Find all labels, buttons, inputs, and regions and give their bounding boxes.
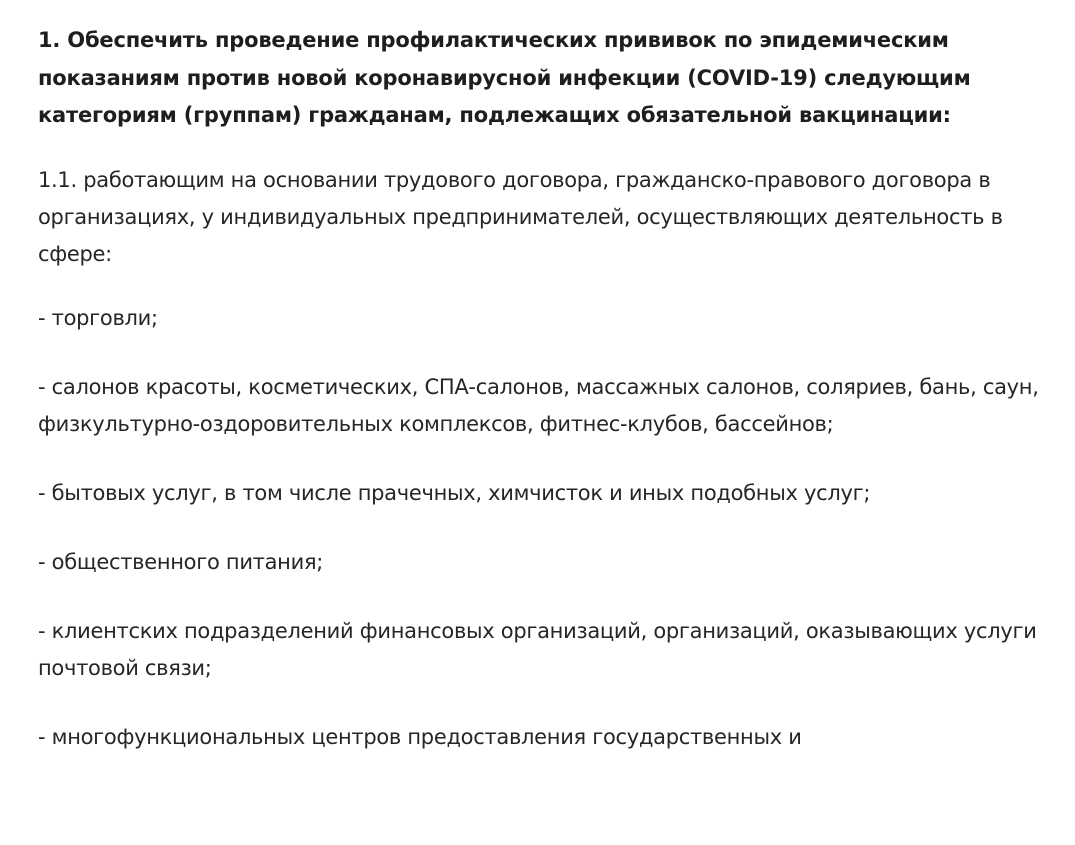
list-item-trade: - торговли;: [38, 305, 158, 330]
list-item-catering: - общественного питания;: [38, 549, 324, 574]
paragraph-employment-basis: 1.1. работающим на основании трудового договора, гражданско-правового договора в организациях, у индивидуальных предпринимателей, осуществляющих деятельность в сфере:: [38, 167, 1003, 266]
section-heading: 1. Обеспечить проведение профилактических прививок по эпидемическим показаниям против новой коронавирусной инфекции (COVID-19) следующим категориям (группам) гражданам, подлежащих обязательной вакцинации:: [38, 28, 971, 127]
list-item-beauty-salons: - салонов красоты, косметических, СПА-салонов, массажных салонов, соляриев, бань, саун, физкультурно-оздоровительных комплексов, фитнес-клубов, бассейнов;: [38, 374, 1039, 436]
list-item-mfc: - многофункциональных центров предоставления государственных и: [38, 724, 802, 749]
list-item-consumer-services: - бытовых услуг, в том числе прачечных, химчисток и иных подобных услуг;: [38, 480, 871, 505]
list-item-financial-postal: - клиентских подразделений финансовых организаций, организаций, оказывающих услуги почтовой связи;: [38, 618, 1037, 680]
